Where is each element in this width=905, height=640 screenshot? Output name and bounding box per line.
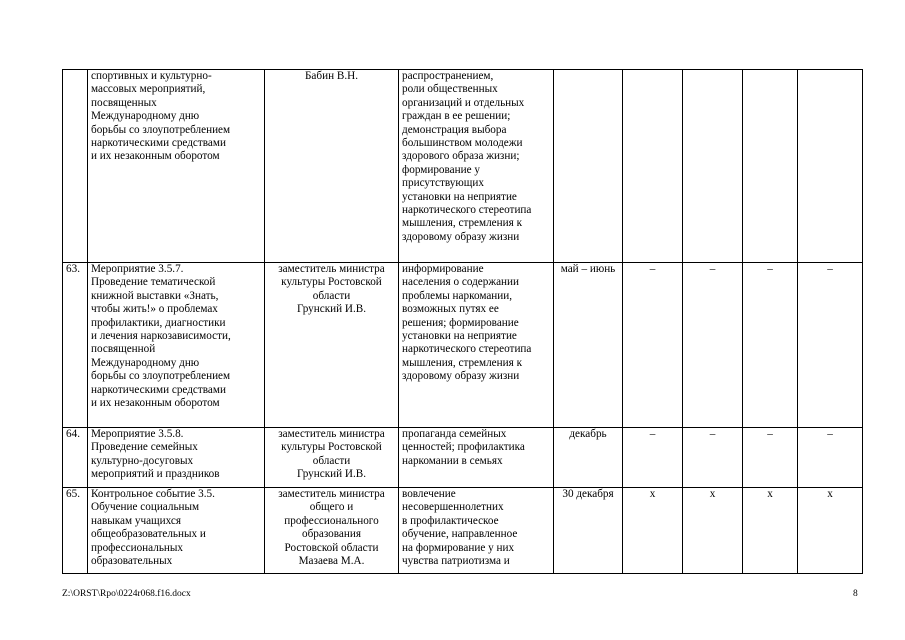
result-cell: распространением, роли общественных организаций и отдельных граждан в ее решении; демонстрация выбора большинством молодежи здорового образа жизни; формирование у присутствующих установки на неприятие наркотического стереотипа мышления, стремления к здоровому образу жизни — [399, 70, 554, 263]
value-cell — [743, 70, 798, 263]
table-row — [63, 263, 863, 428]
value-cell: – — [798, 263, 863, 428]
activity-cell: спортивных и культурно- массовых мероприятий, посвященных Международному дню борьбы со злоупотреблением наркотическими средствами и их незаконным оборотом — [88, 70, 265, 263]
table-body — [63, 70, 863, 574]
row-number: 64. — [63, 428, 88, 488]
table-row — [63, 428, 863, 488]
value-cell: – — [683, 428, 743, 488]
result-cell: вовлечение несовершеннолетних в профилактическое обучение, направленное на формирование у них чувства патриотизма и — [399, 488, 554, 574]
value-cell: х — [743, 488, 798, 574]
value-cell — [623, 70, 683, 263]
result-cell: пропаганда семейных ценностей; профилактика наркомании в семьях — [399, 428, 554, 488]
executor-cell: Бабин В.Н. — [265, 70, 399, 263]
table-row — [63, 488, 863, 574]
value-cell — [683, 70, 743, 263]
value-cell — [798, 70, 863, 263]
row-number — [63, 70, 88, 263]
document-path: Z:\ORST\Rpo\0224r068.f16.docx — [62, 589, 191, 599]
value-cell: х — [683, 488, 743, 574]
plan-table — [62, 69, 863, 574]
value-cell: – — [743, 428, 798, 488]
executor-cell: заместитель министра культуры Ростовской области Грунский И.В. — [265, 428, 399, 488]
executor-cell: заместитель министра культуры Ростовской области Грунский И.В. — [265, 263, 399, 428]
row-number: 65. — [63, 488, 88, 574]
activity-cell: Контрольное событие 3.5. Обучение социальным навыкам учащихся общеобразовательных и профессиональных образовательных — [88, 488, 265, 574]
date-cell: декабрь — [554, 428, 623, 488]
value-cell: х — [798, 488, 863, 574]
date-cell: 30 декабря — [554, 488, 623, 574]
value-cell: – — [623, 428, 683, 488]
executor-cell: заместитель министра общего и профессионального образования Ростовской области Мазаева М.А. — [265, 488, 399, 574]
value-cell: – — [623, 263, 683, 428]
activity-cell: Мероприятие 3.5.8. Проведение семейных культурно-досуговых мероприятий и праздников — [88, 428, 265, 488]
value-cell: – — [683, 263, 743, 428]
value-cell: – — [743, 263, 798, 428]
value-cell: х — [623, 488, 683, 574]
date-cell: май – июнь — [554, 263, 623, 428]
page-number: 8 — [853, 589, 858, 599]
value-cell: – — [798, 428, 863, 488]
result-cell: информирование населения о содержании проблемы наркомании, возможных путях ее решения; формирование установки на неприятие наркотического стереотипа мышления, стремления к здоровому образу жизни — [399, 263, 554, 428]
row-number: 63. — [63, 263, 88, 428]
table-row — [63, 70, 863, 263]
activity-cell: Мероприятие 3.5.7. Проведение тематической книжной выставки «Знать, чтобы жить!» о проблемах профилактики, диагностики и лечения наркозависимости, посвященной Международному дню борьбы со злоупотреблением наркотическими средствами и их незаконным оборотом — [88, 263, 265, 428]
date-cell — [554, 70, 623, 263]
